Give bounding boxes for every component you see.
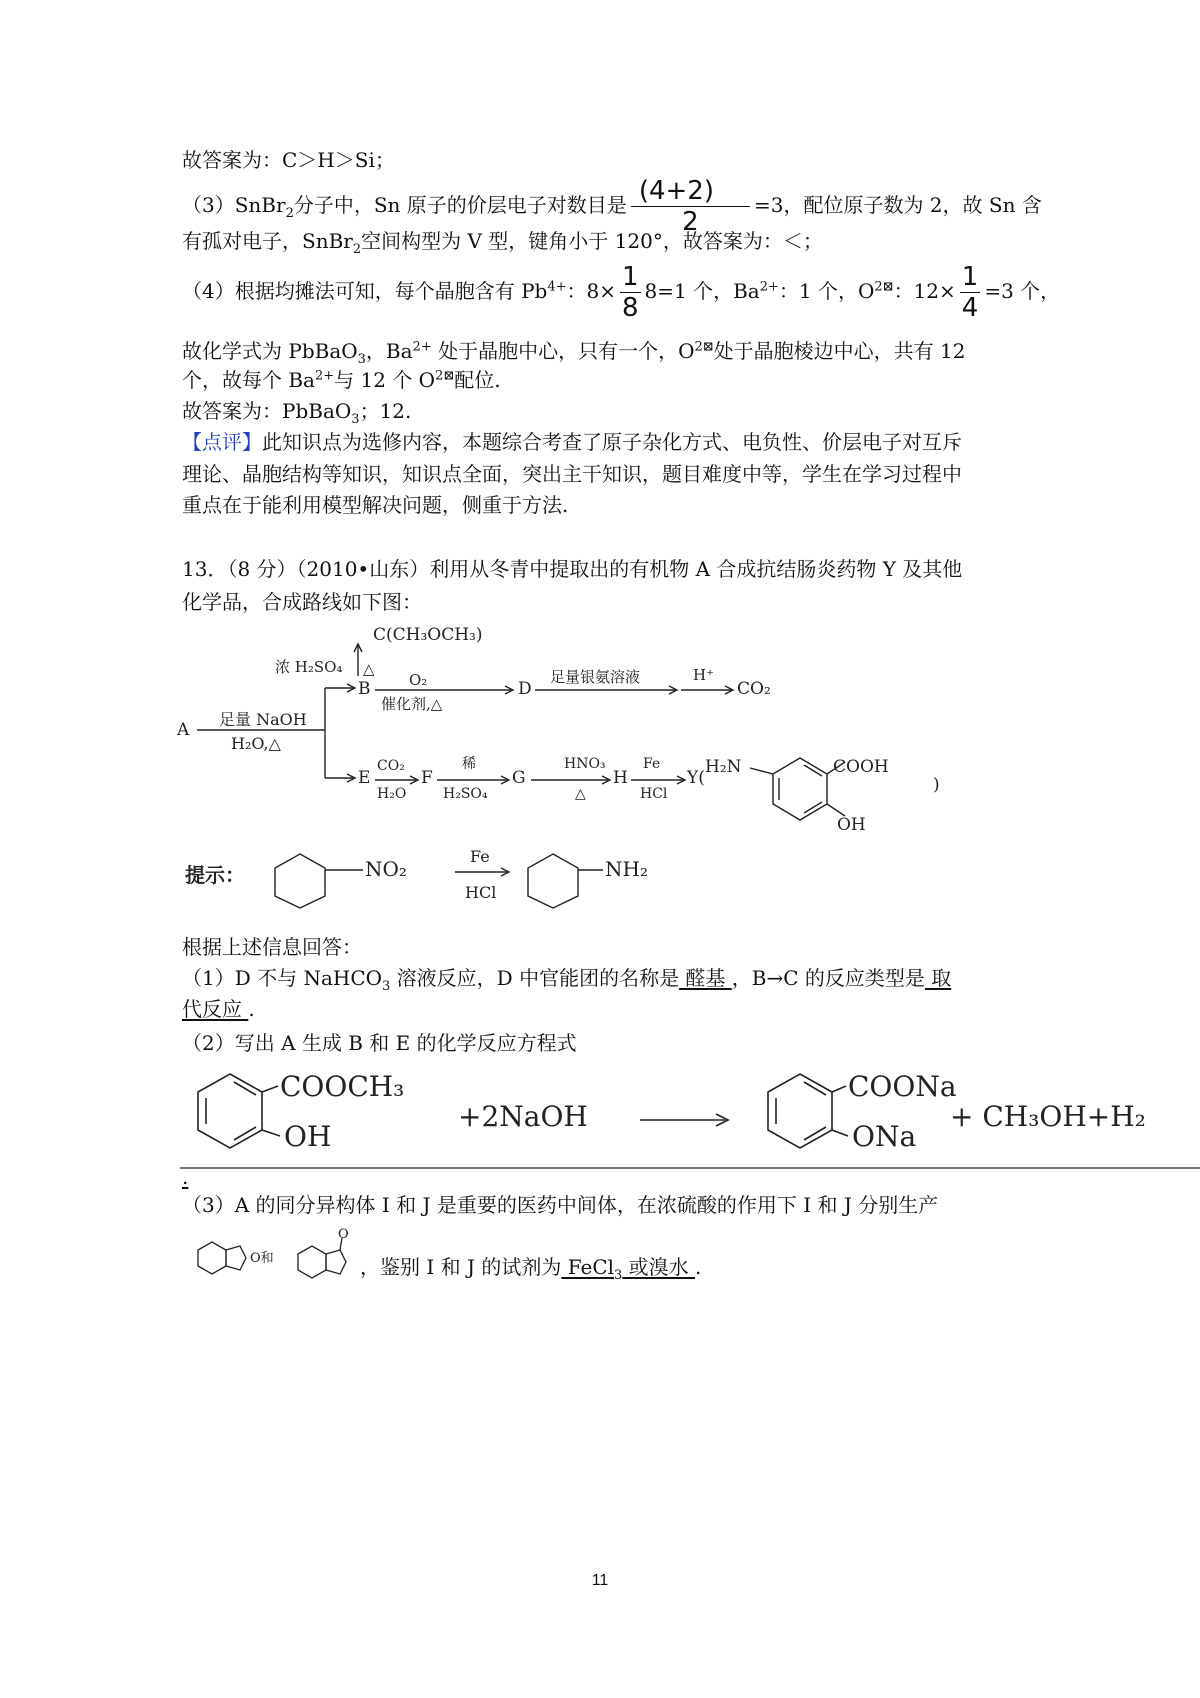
hint-benzene-1 — [275, 854, 325, 908]
question-2-end: . — [182, 1165, 189, 1189]
y-oh-group: OH — [837, 815, 866, 833]
reagent-naoh: 足量 NaOH — [219, 710, 307, 729]
question-3-line-2: ，鉴别 I 和 J 的试剂为 FeCl$_3$ 或溴水 . — [360, 1255, 702, 1283]
synthesis-scheme — [175, 618, 1015, 833]
question-13-line-2: 化学品，合成路线如下图： — [182, 590, 422, 614]
answer-line-1: 故答案为：C＞H＞Si； — [182, 148, 395, 172]
hint-hcl: HCl — [465, 883, 497, 902]
product-co2: CO₂ — [737, 679, 771, 699]
reagent-ag-nh3: 足量银氨溶液 — [550, 668, 641, 686]
reagent-o2: O₂ — [409, 671, 428, 689]
page-number: 11 — [591, 1572, 609, 1589]
comment-tag: 【点评】 — [182, 430, 262, 454]
eq-reactant-oh: OH — [284, 1120, 332, 1153]
y-nh2-group: H₂N — [705, 757, 742, 777]
fraction-1-8: $\frac{1}{8}$ — [622, 262, 639, 323]
reagent-h2o-b: H₂O — [377, 786, 407, 802]
comment-line-2: 理论、晶胞结构等知识，知识点全面，突出主干知识，题目难度中等，学生在学习过程中 — [182, 462, 962, 486]
fraction: $\frac{(4+2)}{2}$ — [631, 176, 750, 237]
question-13-line-1: 13．（8 分）（2010•山东）利用从冬青中提取出的有机物 A 合成抗结肠炎药物 Y 及其他 — [182, 557, 963, 581]
reagent-dilute: 稀 — [462, 756, 476, 772]
reagent-hcl: HCl — [640, 786, 668, 802]
answer-blank-4: FeCl$_3$ 或溴水 — [561, 1255, 696, 1283]
hint-benzene-2 — [528, 854, 578, 908]
compound-a: A — [177, 720, 190, 740]
hint-nh2: NH₂ — [605, 857, 648, 881]
eq-product-ona: ONa — [852, 1120, 917, 1153]
comment-line-1: 【点评】此知识点为选修内容，本题综合考查了原子杂化方式、电负性、价层电子对互斥 — [182, 430, 962, 454]
y-benzene-ring — [750, 758, 845, 820]
answer-3-line: （3）SnBr$_2$分子中，Sn 原子的价层电子对数目是 $\frac{(4+2)}{2}$ =3，配位原子数为 2，故 Sn 含 — [182, 176, 1042, 237]
answer-blank-2-cont: 代反应 — [182, 997, 249, 1021]
y-cooh-group: COOH — [833, 757, 889, 777]
answer-blank-2: 取 — [924, 966, 952, 990]
j-carbonyl-o: O — [338, 1228, 349, 1242]
reagent-h2o: H₂O,△ — [231, 734, 281, 753]
eq-plus-naoh: +2NaOH — [458, 1100, 588, 1133]
eq-product-coona: COONa — [848, 1070, 957, 1103]
question-1-line-2: 代反应 . — [182, 997, 255, 1021]
y-close-paren: ) — [933, 775, 940, 795]
hint-fe: Fe — [470, 847, 490, 866]
compound-b: B — [358, 679, 371, 699]
reagent-hno3: HNO₃ — [564, 756, 606, 772]
compound-c: C(CH₃OCH₃) — [373, 625, 483, 645]
eq-plus-methanol: + CH₃OH+H₂ — [950, 1100, 1146, 1133]
i-label: O和 — [250, 1251, 274, 1266]
reagent-fe: Fe — [643, 756, 661, 772]
i-j-products — [180, 1228, 360, 1288]
answer-intro: 根据上述信息回答： — [182, 935, 362, 959]
compound-f: F — [421, 768, 433, 788]
reagent-delta: △ — [363, 660, 375, 678]
comment-line-3: 重点在于能利用模型解决问题，侧重于方法. — [182, 493, 569, 517]
reagent-co2: CO₂ — [377, 758, 405, 774]
compound-d: D — [518, 679, 532, 699]
reagent-h2so4-b: H₂SO₄ — [443, 786, 488, 802]
answer-4-line-3: 个，故每个 $Ba^{2+}$与 12 个 $O^{2⊠}$配位. — [182, 368, 501, 392]
reagent-conc-h2so4: 浓 H₂SO₄ — [275, 658, 343, 676]
question-1-line: （1）D 不与 NaHCO$_3$ 溶液反应，D 中官能团的名称是 醛基 ，B→C 的反应类型是 取 — [182, 966, 952, 994]
question-3-line: （3）A 的同分异构体 I 和 J 是重要的医药中间体，在浓硫酸的作用下 I 和 J 分别生产 — [182, 1193, 939, 1217]
answer-line-5: 故答案为：PbBaO$_3$；12. — [182, 399, 412, 427]
reagent-catalyst: 催化剂,△ — [381, 695, 443, 713]
eq-reactant-cooch3: COOCH₃ — [280, 1070, 405, 1103]
compound-y: Y( — [687, 768, 705, 788]
eq-benzene-1 — [198, 1074, 262, 1148]
hint-no2: NO₂ — [365, 857, 407, 881]
fraction-1-4: $\frac{1}{4}$ — [961, 262, 979, 323]
question-2-line: （2）写出 A 生成 B 和 E 的化学反应方程式 — [182, 1031, 577, 1055]
answer-3-line-2: 有孤对电子，SnBr$_2$空间构型为 V 型，键角小于 120°，故答案为：＜； — [182, 229, 823, 257]
answer-4-line: （4）根据均摊法可知，每个晶胞含有 $Pb^{4+}$：8× $\frac{1}{8}$ 8=1 个，$Ba^{2+}$：1 个，$O^{2⊠}$：12× $\frac{1}{4}$ =3 个， — [182, 262, 1061, 323]
compound-g: G — [512, 768, 526, 788]
answer-blank-1: 醛基 — [679, 966, 732, 990]
compound-h: H — [613, 768, 628, 788]
compound-e: E — [358, 768, 371, 788]
reagent-h-plus: H⁺ — [693, 666, 714, 684]
answer-4-line-2: 故化学式为 PbBaO$_3$，$Ba^{2+}$ 处于晶胞中心，只有一个，$O^{2⊠}$处于晶胞棱边中心，共有 12 — [182, 339, 966, 367]
reagent-delta-2: △ — [575, 786, 586, 802]
eq-benzene-2 — [768, 1074, 832, 1148]
reaction-equation — [180, 1060, 1200, 1172]
hint-label: 提示： — [185, 863, 245, 887]
hint-scheme — [185, 840, 705, 910]
